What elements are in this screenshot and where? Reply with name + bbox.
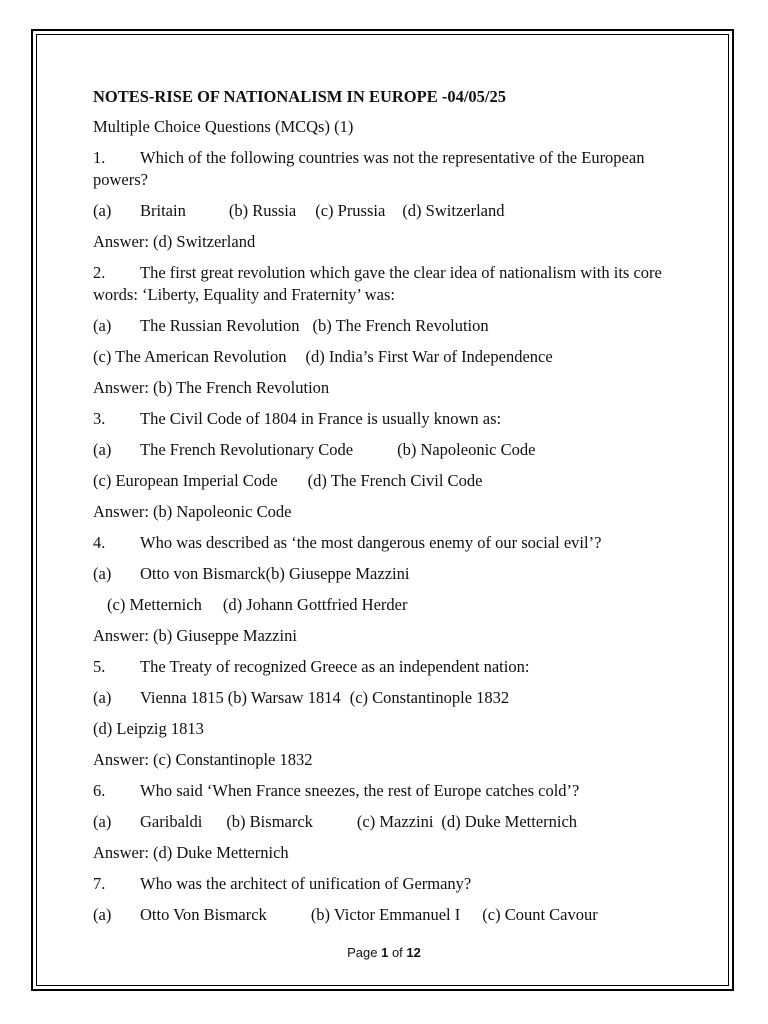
option-b: (b) Bismarck [226, 812, 313, 831]
option-b: (b) The French Revolution [312, 316, 489, 335]
option-label: (a) [93, 440, 112, 459]
question-3 [93, 408, 683, 430]
option-a: Otto Von Bismarck [140, 905, 267, 924]
option-label: (a) [93, 905, 112, 924]
question-4-options-row1 [93, 563, 683, 585]
option-c: (c) European Imperial Code [93, 471, 278, 490]
option-b: (b) Russia [228, 201, 297, 220]
answer-2: Answer: (b) The French Revolution [93, 378, 330, 397]
option-a: The French Revolutionary Code [140, 440, 354, 459]
option-a: Garibaldi [140, 812, 203, 831]
question-1-options [93, 200, 683, 222]
option-d: (d) Duke Metternich [441, 812, 578, 831]
page-number: 1 [381, 945, 389, 960]
option-d: (d) Johann Gottfried Herder [222, 595, 408, 614]
question-text: Who said ‘When France sneezes, the rest of Europe catches cold’? [140, 781, 580, 800]
option-b: (b) Napoleonic Code [397, 440, 536, 459]
question-text: Which of the following countries was not the representative of the European powers? [93, 148, 645, 189]
option-label: (a) [93, 688, 112, 707]
answer-6: Answer: (d) Duke Metternich [93, 843, 289, 862]
question-number: 4. [93, 533, 106, 552]
question-text: Who was described as ‘the most dangerous enemy of our social evil’? [140, 533, 602, 552]
answer-1: Answer: (d) Switzerland [93, 232, 256, 251]
question-number: 7. [93, 874, 106, 893]
question-text: The Civil Code of 1804 in France is usually known as: [140, 409, 502, 428]
option-a: Otto von Bismarck [140, 564, 266, 583]
question-number: 1. [93, 148, 106, 167]
question-7 [93, 873, 683, 895]
question-2 [93, 262, 683, 306]
question-2-options-row2 [93, 346, 683, 368]
question-text: The first great revolution which gave the clear idea of nationalism with its core words: ‘Liberty, Equality and Fraternity’ was: [93, 263, 662, 304]
question-text: The Treaty of recognized Greece as an independent nation: [140, 657, 530, 676]
question-number: 6. [93, 781, 106, 800]
option-b: (b) Giuseppe Mazzini [265, 564, 410, 583]
option-label: (a) [93, 201, 112, 220]
option-c: (c) Mazzini [356, 812, 434, 831]
question-7-options [93, 904, 683, 926]
question-number: 5. [93, 657, 106, 676]
page-word: Page [347, 945, 378, 960]
option-b: (b) Victor Emmanuel I [310, 905, 461, 924]
question-5-options-row1 [93, 687, 683, 709]
option-a: Vienna 1815 [140, 688, 224, 707]
question-4-options-row2 [93, 594, 683, 616]
question-3-options-row1 [93, 439, 683, 461]
answer-5: Answer: (c) Constantinople 1832 [93, 750, 313, 769]
question-2-options-row1 [93, 315, 683, 337]
question-text: Who was the architect of unification of Germany? [140, 874, 472, 893]
question-6-options [93, 811, 683, 833]
option-c: (c) Constantinople 1832 [349, 688, 510, 707]
option-d: (d) The French Civil Code [307, 471, 483, 490]
question-5-options-row2: (d) Leipzig 1813 [93, 719, 204, 738]
question-3-options-row2 [93, 470, 683, 492]
question-6 [93, 780, 683, 802]
option-b: (b) Warsaw 1814 [227, 688, 341, 707]
option-c: (c) Prussia [315, 201, 386, 220]
question-1 [93, 147, 683, 191]
question-number: 2. [93, 263, 106, 282]
option-c: (c) Count Cavour [482, 905, 598, 924]
question-4 [93, 532, 683, 554]
document-subtitle: Multiple Choice Questions (MCQs) (1) [93, 117, 354, 136]
option-c: (c) Metternich [107, 595, 202, 614]
answer-3: Answer: (b) Napoleonic Code [93, 502, 292, 521]
document-title: NOTES-RISE OF NATIONALISM IN EUROPE -04/05/25 [93, 87, 507, 106]
option-c: (c) The American Revolution [93, 347, 287, 366]
option-a: Britain [140, 201, 186, 220]
question-5 [93, 656, 683, 678]
page-footer [0, 945, 768, 960]
of-word: of [391, 945, 403, 960]
document-body [93, 86, 683, 935]
option-d: (d) India’s First War of Independence [305, 347, 553, 366]
answer-4: Answer: (b) Giuseppe Mazzini [93, 626, 297, 645]
option-label: (a) [93, 564, 112, 583]
question-number: 3. [93, 409, 106, 428]
option-a: The Russian Revolution [140, 316, 300, 335]
page-total: 12 [406, 945, 421, 960]
option-d: (d) Switzerland [402, 201, 505, 220]
option-label: (a) [93, 812, 112, 831]
option-label: (a) [93, 316, 112, 335]
